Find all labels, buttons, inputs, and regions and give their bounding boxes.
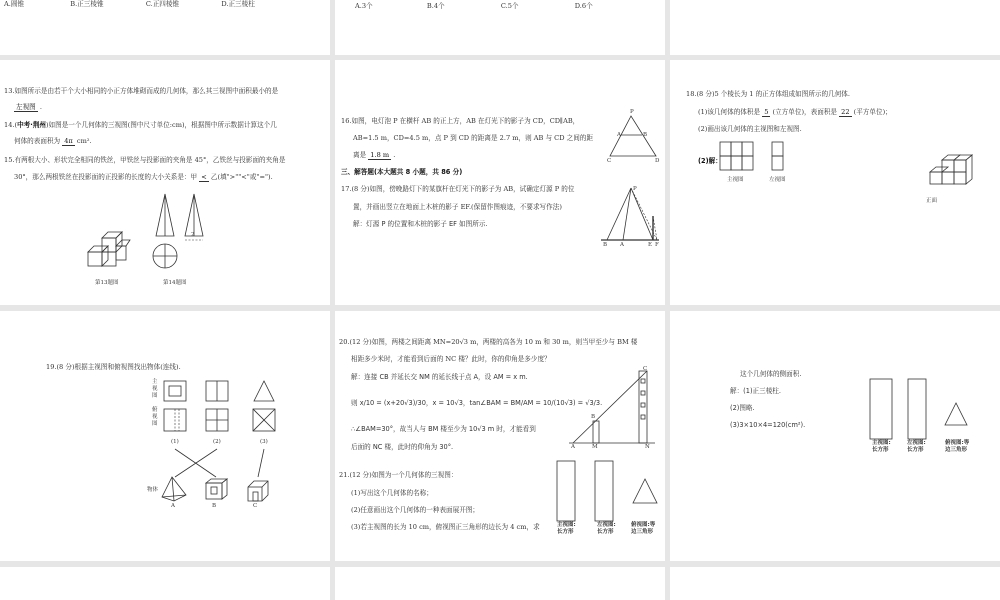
q13-answer-line: 左视图 . (16, 103, 42, 111)
row-label-main: 主视图 (152, 379, 158, 399)
q18-area-answer: 22 (841, 108, 850, 116)
fig16-label-d: D (655, 158, 660, 164)
fig16-label-b: B (643, 132, 648, 138)
fig17-label-e: E (648, 242, 653, 248)
caption-left-view: 左视图: 长方形 (907, 440, 926, 453)
caption-left-view: 左视图: 长方形 (597, 522, 616, 535)
col-label-3: (3) (260, 439, 268, 445)
page-panel-3 (670, 60, 1000, 305)
fig20-label-n: N (645, 444, 650, 450)
q19-objects (160, 473, 280, 505)
option-a: A.圆锥 (4, 0, 25, 8)
option-c: C.正四棱锥 (145, 0, 180, 8)
q15-text-2: 30°，那么两根铁丝在投影面的正投影的长度的大小关系是：甲 < 乙(填">""<"或"="). (14, 173, 273, 181)
q19-views-grid (160, 379, 290, 439)
caption-top-view: 俯视图:等 边三角形 (631, 522, 656, 535)
q21-three-views (555, 459, 665, 529)
option-list (4, 0, 255, 9)
q16-text: 16.如图，电灯泡 P 在横杆 AB 的正上方，AB 在灯光下的影子为 CD，CD∥AB， (341, 117, 580, 125)
q14-text-2: 何体的表面积为 4π cm². (14, 137, 92, 145)
fig16-label-c: C (607, 158, 612, 164)
fig17-flagpole-diagram (601, 182, 661, 242)
q15-text: 15.有两根大小、形状完全相同的铁丝，甲铁丝与投影面的夹角是 45°，乙铁丝与投影面的夹角是 (4, 156, 286, 164)
q21-solution-1: 解：(1)正三棱柱. (730, 387, 781, 395)
fig17-label-a: A (620, 242, 624, 248)
q20-text: 20.(12 分)如图，两楼之间距离 MN=20√3 m，两楼的高各为 10 m 和 30 m，则当甲至少与 BM 楼 (339, 338, 638, 346)
object-label: 物体 (147, 487, 159, 493)
caption-main-view: 主视图: 长方形 (557, 522, 576, 535)
section-heading: 三、解答题(本大题共 8 小题，共 86 分) (341, 168, 463, 176)
q13-answer: 左视图 (16, 103, 36, 111)
page-panel-2 (335, 60, 665, 305)
q16-text-2: AB=1.5 m，CD=4.5 m，点 P 到 CD 的距离是 2.7 m，则 AB 与 CD 之间的距 (353, 134, 593, 142)
option-d: D.正三棱柱 (221, 0, 255, 8)
q21-text: 21.(12 分)如图为一个几何体的三视图： (339, 471, 458, 479)
object-a-letter: A (171, 503, 175, 509)
q17-text: 17.(8 分)如图，傍晚路灯下的某旗杆在灯光下的影子为 AB，试确定灯源 P 的位 (341, 185, 575, 193)
source-tag: 中考·荆州 (17, 121, 46, 129)
q20-solution-2: 则 x/10 = (x+20√3)/30，x = 10√3，tan∠BAM = BM/AM = 10/(10√3) = √3/3. (351, 399, 603, 407)
row-label-top: 俯视图 (152, 407, 158, 427)
page-panel-5 (335, 311, 665, 561)
q14-text: 14.(中考·荆州)如图是一个几何体的三视图(图中尺寸单位:cm)，根据图中所示数据计算这个几 (4, 121, 277, 129)
left-view-caption: 左视图 (769, 177, 786, 183)
fig20-label-m: M (592, 444, 598, 450)
top-right-panel (670, 0, 1000, 55)
fig16-label-p: P (630, 109, 634, 115)
option-a: A.3个 (355, 2, 373, 10)
q17-text-2: 置，并画出竖立在地面上木桩的影子 EF.(保留作图痕迹，不要求写作法) (353, 203, 562, 211)
col-label-2: (2) (213, 439, 221, 445)
q18-left-view (772, 142, 792, 174)
q21-answer-views (868, 377, 978, 447)
top-mid-panel (335, 0, 665, 55)
top-left-panel (0, 0, 330, 55)
fig13-caption: 第13题图 (95, 280, 119, 286)
q21-part2: (2)任意画出这个几何体的一种表面展开图； (351, 506, 480, 514)
q13-text: 13.如图所示是由若干个大小相同的小正方体堆砌而成的几何体，那么其三视图中面积最小的是 (4, 87, 279, 95)
fig20-label-a: A (571, 444, 575, 450)
q18-main-view (720, 142, 760, 174)
bottom-mid-panel (335, 567, 665, 600)
front-label: 正面 (926, 198, 938, 204)
q20-solution-4: 后面的 NC 楼，此时的仰角为 30°. (351, 443, 454, 451)
fig20-buildings (569, 367, 659, 447)
fig14-views (150, 190, 210, 290)
page-panel-4 (0, 311, 330, 561)
q21-continued: 这个几何体的侧面积. (740, 370, 802, 378)
q21-solution-2: (2)图略. (730, 404, 755, 412)
q21-part1: (1)写出这个几何体的名称； (351, 489, 433, 497)
fig16-label-a: A (617, 132, 621, 138)
q15-answer: < (201, 173, 207, 181)
caption-top-view: 俯视图:等 边三角形 (945, 440, 970, 453)
q18-part2: (2)画出该几何体的主视图和左视图. (698, 125, 802, 133)
fig14-caption: 第14题图 (163, 280, 187, 286)
bottom-right-panel (670, 567, 1000, 600)
option-b: B.4个 (426, 2, 445, 10)
fig20-label-c: C (643, 366, 648, 372)
option-list (355, 2, 593, 11)
caption-main-view: 主视图: 长方形 (872, 440, 891, 453)
page-panel-6 (670, 311, 1000, 561)
q16-answer: 1.8 m (370, 151, 390, 159)
main-view-caption: 主视图 (727, 177, 744, 183)
bottom-left-panel (0, 567, 330, 600)
fig14-dim: 2 (191, 232, 195, 238)
q21-solution-3: (3)3×10×4=120(cm²). (730, 421, 806, 429)
col-label-1: (1) (171, 439, 179, 445)
object-b-letter: B (212, 503, 217, 509)
object-c-letter: C (253, 503, 258, 509)
q18-text: 18.(8 分)5 个棱长为 1 的正方体组成如图所示的几何体. (686, 90, 850, 98)
q18-part1: (1)该几何体的体积是 5 (立方单位)，表面积是 22 (平方单位)； (698, 108, 892, 116)
fig20-label-b: B (591, 414, 596, 420)
q18-solution-label: (2)解： (698, 157, 722, 165)
q20-solution-1: 解：连接 CB 并延长交 NM 的延长线于点 A，设 AM = x m. (351, 373, 528, 381)
q20-solution-3: ∴∠BAM=30°，故当人与 BM 楼至少为 10√3 m 时，才能看到 (351, 425, 536, 433)
q21-part3: (3)若主视图的长为 10 cm，俯视图正三角形的边长为 4 cm，求 (351, 523, 540, 531)
option-b: B.正三棱锥 (70, 0, 104, 8)
page-panel-1 (0, 60, 330, 305)
q16-text-3: 离是 1.8 m . (353, 151, 396, 159)
q17-solution: 解：灯源 P 的位置和木桩的影子 EF 如图所示. (353, 220, 488, 228)
fig17-label-b: B (603, 242, 608, 248)
fig17-label-p: P (633, 186, 637, 192)
option-c: C.5个 (500, 2, 519, 10)
option-d: D.6个 (574, 2, 593, 10)
q19-text: 19.(8 分)根据主视图和俯视图找出物体(连线). (46, 363, 181, 371)
q18-volume-answer: 5 (764, 108, 769, 116)
q14-answer: 4π (64, 137, 73, 145)
q20-text-2: 相距多少米时，才能看到后面的 NC 楼？此时，你的仰角是多少度？ (351, 355, 551, 363)
fig13-cubes (86, 228, 136, 278)
fig17-label-f: F (655, 242, 659, 248)
q18-solid-figure (928, 154, 978, 199)
